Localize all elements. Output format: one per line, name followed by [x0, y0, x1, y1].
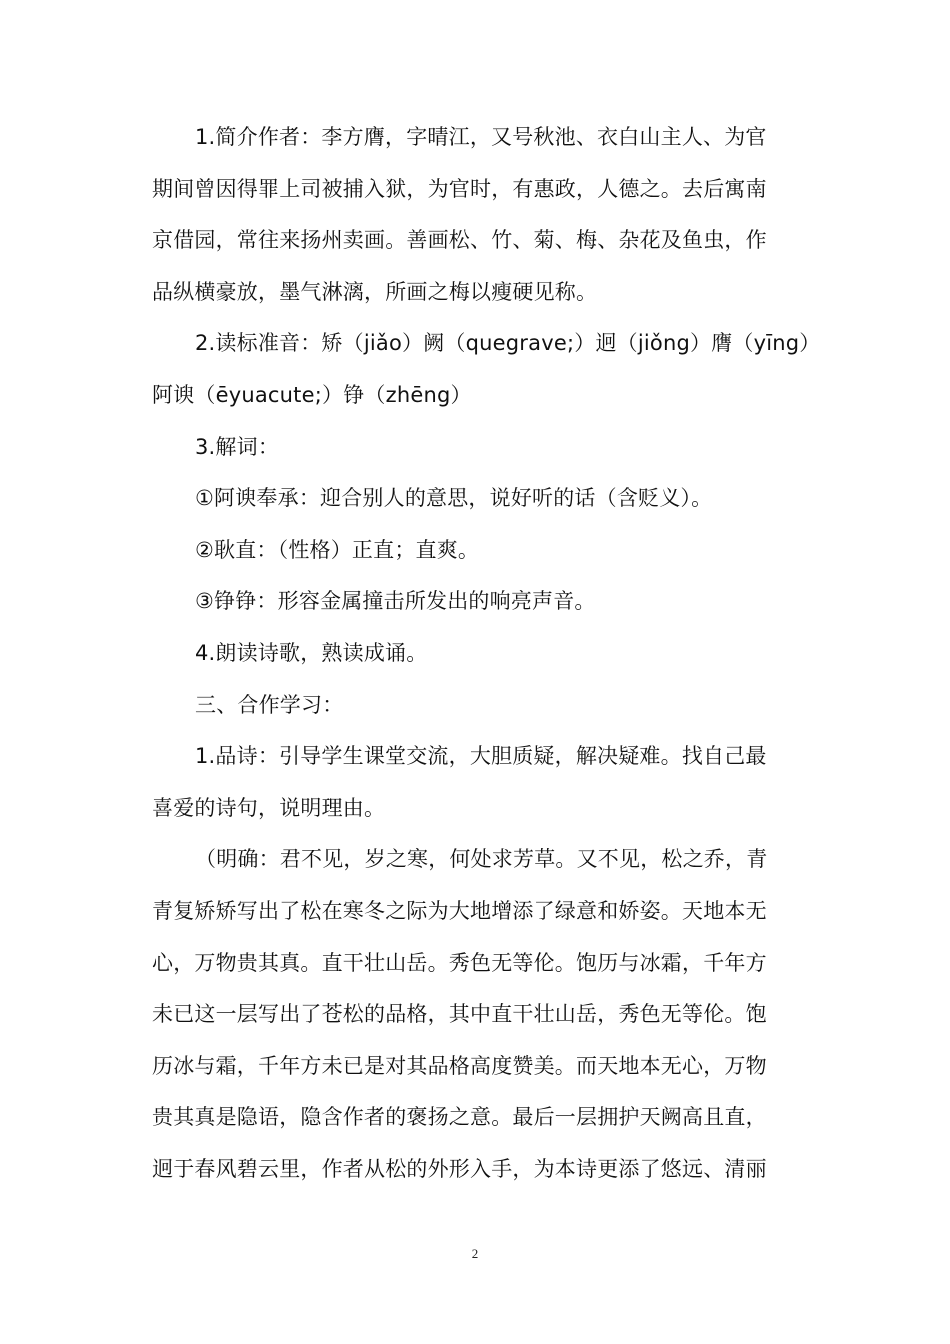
paragraph-line: 2.读标准音：矫（jiǎo）阙（quegrave;）迥（jiǒng）膺（yīng） [195, 331, 821, 356]
paragraph-line: 1.简介作者：李方膺，字晴江，又号秋池、衣白山主人、为官 [195, 125, 767, 149]
paragraph-line: 期间曾因得罪上司被捕入狱，为官时，有惠政，人德之。去后寓南 [152, 176, 767, 201]
paragraph-line: 喜爱的诗句，说明理由。 [152, 795, 386, 820]
paragraph-line: 心，万物贵其真。直干壮山岳。秀色无等伦。饱历与冰霜，千年方 [152, 950, 767, 975]
paragraph-line: 未已这一层写出了苍松的品格，其中直干壮山岳，秀色无等伦。饱 [152, 1002, 767, 1027]
paragraph-line: 青复矫矫写出了松在寒冬之际为大地增添了绿意和娇姿。天地本无 [152, 898, 767, 923]
paragraph-line: 迥于春风碧云里，作者从松的外形入手，为本诗更添了悠远、清丽 [152, 1156, 767, 1181]
paragraph-line: 1.品诗：引导学生课堂交流，大胆质疑，解决疑难。找自己最 [195, 744, 767, 769]
paragraph-line: 3.解词： [195, 434, 280, 459]
body-text [152, 112, 821, 1195]
paragraph-line: 4.朗读诗歌，熟读成诵。 [195, 640, 428, 665]
paragraph-line: ①阿谀奉承：迎合别人的意思，说好听的话（含贬义）。 [195, 486, 713, 511]
paragraph-line: 京借园，常往来扬州卖画。善画松、竹、菊、梅、杂花及鱼虫，作 [152, 228, 767, 253]
paragraph-line: 品纵横豪放，墨气淋漓，所画之梅以瘦硬见称。 [152, 279, 598, 304]
paragraph-line: 贵其真是隐语，隐含作者的褒扬之意。最后一层拥护天阙高且直， [152, 1105, 767, 1130]
paragraph-line: （明确：君不见，岁之寒，何处求芳草。又不见，松之乔，青 [195, 847, 768, 872]
page-number: 2 [471, 1246, 479, 1261]
paragraph-line: ③铮铮：形容金属撞击所发出的响亮声音。 [195, 589, 596, 614]
paragraph-line: 阿谀（ēyuacute;）铮（zhēng） [152, 382, 472, 407]
section-heading: 三、合作学习： [195, 692, 344, 717]
paragraph-line: 历冰与霜，千年方未已是对其品格高度赞美。而天地本无心，万物 [152, 1053, 767, 1078]
paragraph-line: ②耿直：（性格）正直；直爽。 [195, 537, 480, 562]
